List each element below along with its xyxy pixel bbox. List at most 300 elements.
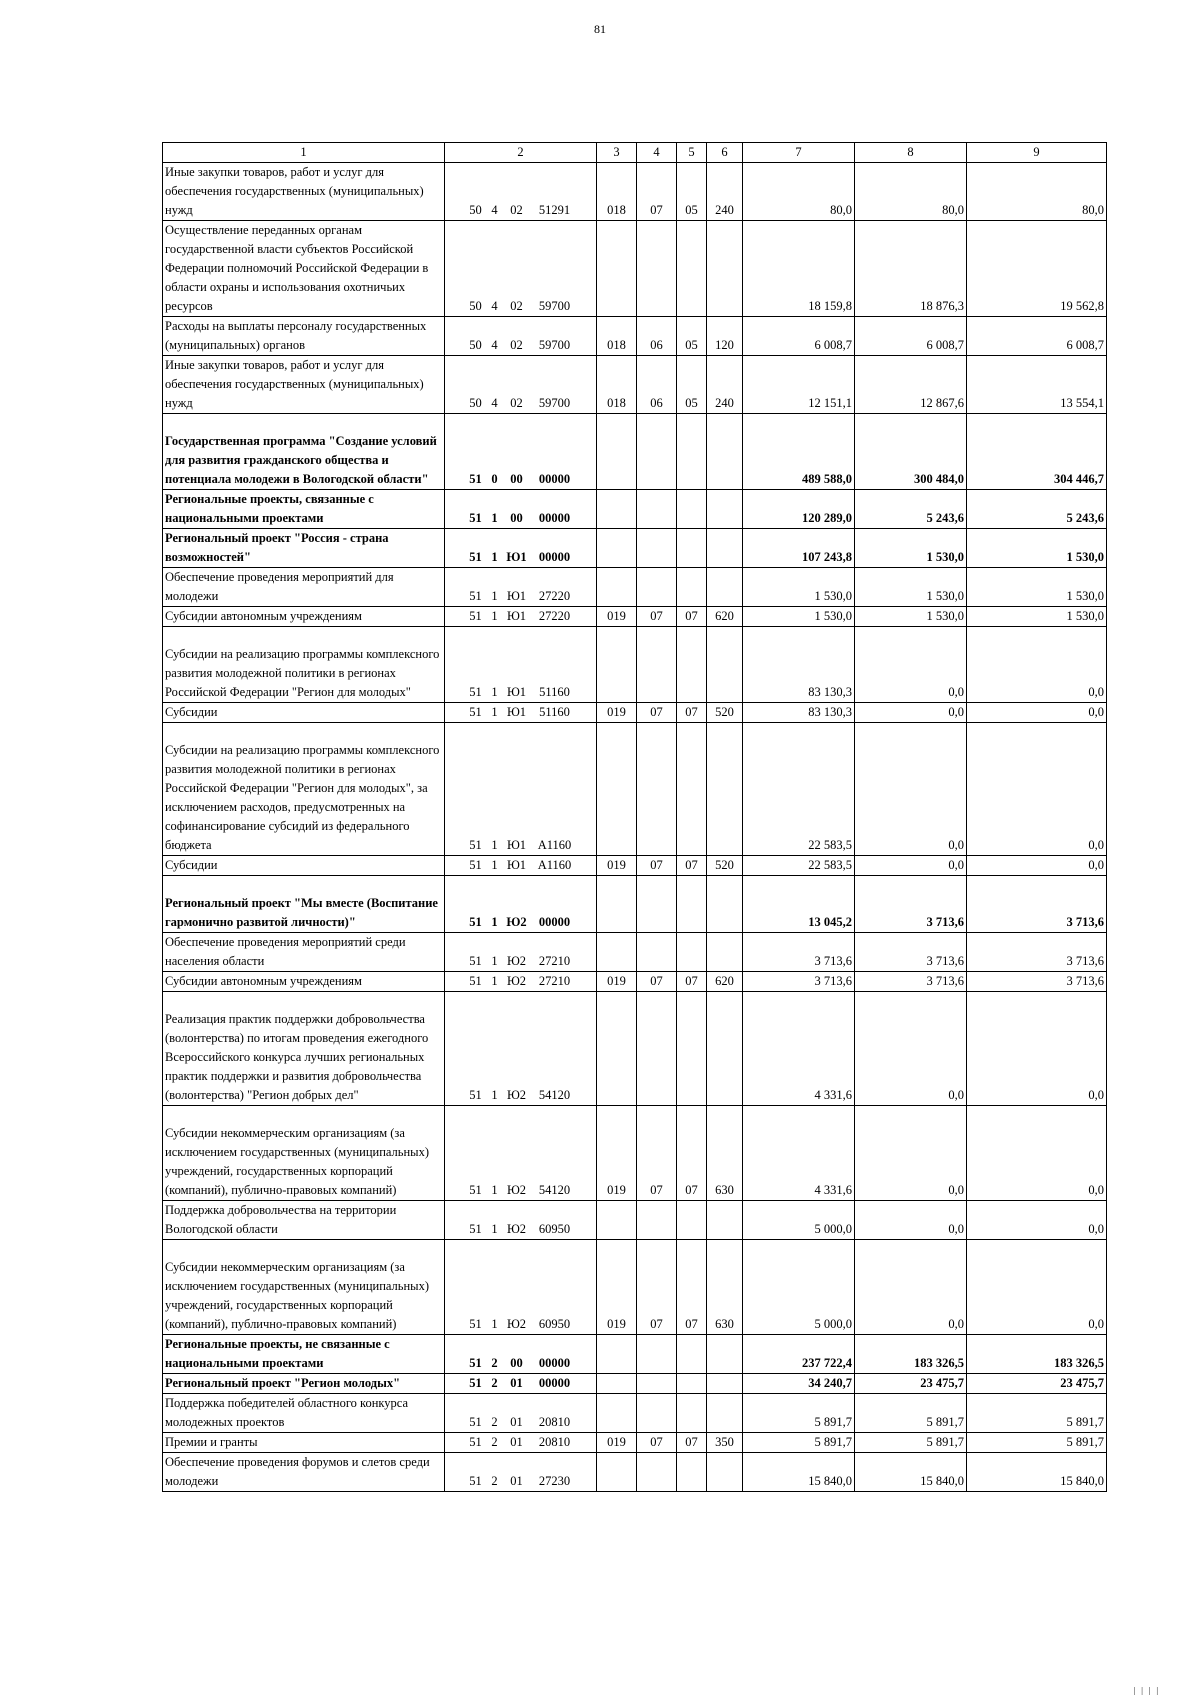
subprogram-code: 1 [491,1317,498,1331]
subsection-code [677,1453,707,1492]
subsection-code [677,1394,707,1433]
section-code [637,992,677,1106]
gr-code [597,1394,637,1433]
amount-col-9: 0,0 [967,1201,1107,1240]
project-code: Ю2 [506,1088,527,1102]
table-body [163,163,1107,1492]
subprogram-code: 2 [491,1356,498,1370]
table-row [163,627,1107,703]
subsection-code [677,1374,707,1394]
target-article-code [445,568,597,607]
subprogram-code: 1 [491,609,498,623]
amount-col-7: 22 583,5 [743,723,855,856]
program-code: 51 [469,1376,482,1390]
gr-code: 019 [597,607,637,627]
amount-col-7: 4 331,6 [743,992,855,1106]
row-name: Субсидии на реализацию программы комплексного развития молодежной политики в регионах Российской Федерации "Регион для молодых", за исключением расходов, предусмотренных на софинансирование субсидий из федерального бюджета [163,723,445,856]
amount-col-8: 0,0 [855,703,967,723]
section-code: 06 [637,317,677,356]
subsection-code [677,876,707,933]
subsection-code [677,723,707,856]
expense-type-code [707,529,743,568]
amount-col-8: 0,0 [855,856,967,876]
subsection-code: 05 [677,356,707,414]
program-code: 51 [469,858,482,872]
gr-code [597,992,637,1106]
subprogram-code: 0 [491,472,498,486]
subsection-code: 07 [677,1240,707,1335]
program-code: 51 [469,550,482,564]
row-name: Реализация практик поддержки добровольчества (волонтерства) по итогам проведения ежегодного Всероссийского конкурса лучших региональных практик поддержки и развития добровольчества (волонтерства) "Регион добрых дел" [163,992,445,1106]
amount-col-9: 0,0 [967,1240,1107,1335]
gr-code: 018 [597,163,637,221]
amount-col-9: 1 530,0 [967,568,1107,607]
expense-type-code [707,221,743,317]
amount-col-7: 18 159,8 [743,221,855,317]
row-name: Иные закупки товаров, работ и услуг для обеспечения государственных (муниципальных) нужд [163,356,445,414]
subprogram-code: 2 [491,1435,498,1449]
row-name: Премии и гранты [163,1433,445,1453]
table-header-row [163,143,1107,163]
section-code: 07 [637,856,677,876]
expense-type-code: 120 [707,317,743,356]
table-row [163,723,1107,856]
gr-code [597,1335,637,1374]
amount-col-7: 107 243,8 [743,529,855,568]
amount-col-7: 120 289,0 [743,490,855,529]
amount-col-9: 0,0 [967,723,1107,856]
direction-code: 60950 [538,1317,571,1331]
section-code: 07 [637,1433,677,1453]
subsection-code: 05 [677,317,707,356]
amount-col-8: 300 484,0 [855,414,967,490]
expense-type-code [707,723,743,856]
target-article-code [445,356,597,414]
row-name: Поддержка победителей областного конкурса молодежных проектов [163,1394,445,1433]
table-row [163,856,1107,876]
program-code: 51 [469,1317,482,1331]
direction-code: 27230 [538,1474,571,1488]
direction-code: 27210 [538,954,571,968]
direction-code: 59700 [538,396,571,410]
subsection-code [677,529,707,568]
table-row [163,876,1107,933]
direction-code: 00000 [538,550,571,564]
table-row [163,1201,1107,1240]
gr-code: 019 [597,1240,637,1335]
program-code: 50 [469,338,482,352]
amount-col-8: 18 876,3 [855,221,967,317]
gr-code: 018 [597,356,637,414]
program-code: 51 [469,472,482,486]
section-code [637,414,677,490]
amount-col-8: 1 530,0 [855,607,967,627]
amount-col-7: 22 583,5 [743,856,855,876]
amount-col-8: 0,0 [855,1201,967,1240]
expense-type-code: 350 [707,1433,743,1453]
subprogram-code: 1 [491,1222,498,1236]
amount-col-9: 13 554,1 [967,356,1107,414]
project-code: 02 [510,338,523,352]
project-code: Ю2 [506,1222,527,1236]
budget-table [162,142,1107,1492]
program-code: 51 [469,1474,482,1488]
table-row [163,1453,1107,1492]
gr-code [597,414,637,490]
program-code: 51 [469,1356,482,1370]
amount-col-9: 3 713,6 [967,876,1107,933]
project-code: Ю1 [506,858,527,872]
row-name: Поддержка добровольчества на территории Вологодской области [163,1201,445,1240]
section-code: 07 [637,607,677,627]
program-code: 51 [469,609,482,623]
subprogram-code: 1 [491,915,498,929]
amount-col-9: 5 243,6 [967,490,1107,529]
target-article-code [445,856,597,876]
row-name: Субсидии автономным учреждениям [163,972,445,992]
header-cell: 9 [967,143,1107,163]
subprogram-code: 1 [491,705,498,719]
program-code: 51 [469,1183,482,1197]
header-cell: 2 [445,143,597,163]
expense-type-code [707,1201,743,1240]
gr-code [597,723,637,856]
amount-col-8: 5 891,7 [855,1394,967,1433]
target-article-code [445,529,597,568]
expense-type-code [707,627,743,703]
subsection-code [677,1335,707,1374]
project-code: 01 [510,1474,523,1488]
amount-col-7: 489 588,0 [743,414,855,490]
amount-col-8: 80,0 [855,163,967,221]
amount-col-9: 183 326,5 [967,1335,1107,1374]
project-code: Ю1 [506,705,527,719]
direction-code: 20810 [538,1415,571,1429]
subsection-code: 07 [677,1106,707,1201]
direction-code: 00000 [538,511,571,525]
expense-type-code: 520 [707,703,743,723]
table-row [163,356,1107,414]
amount-col-9: 0,0 [967,627,1107,703]
project-code: 01 [510,1435,523,1449]
subprogram-code: 4 [491,203,498,217]
program-code: 51 [469,838,482,852]
row-name: Региональный проект "Мы вместе (Воспитание гармонично развитой личности)" [163,876,445,933]
row-name: Субсидии [163,703,445,723]
section-code [637,568,677,607]
amount-col-7: 83 130,3 [743,703,855,723]
target-article-code [445,163,597,221]
gr-code [597,876,637,933]
row-name: Обеспечение проведения мероприятий для молодежи [163,568,445,607]
subsection-code [677,568,707,607]
amount-col-7: 34 240,7 [743,1374,855,1394]
section-code: 07 [637,1106,677,1201]
amount-col-7: 80,0 [743,163,855,221]
target-article-code [445,1106,597,1201]
gr-code [597,933,637,972]
header-cell: 3 [597,143,637,163]
direction-code: 54120 [538,1183,571,1197]
program-code: 51 [469,1435,482,1449]
row-name: Субсидии на реализацию программы комплексного развития молодежной политики в регионах Российской Федерации "Регион для молодых" [163,627,445,703]
row-name: Государственная программа "Создание условий для развития гражданского общества и потенциала молодежи в Вологодской области" [163,414,445,490]
amount-col-7: 12 151,1 [743,356,855,414]
direction-code: 00000 [538,1376,571,1390]
project-code: 02 [510,203,523,217]
amount-col-8: 3 713,6 [855,933,967,972]
table-row [163,972,1107,992]
expense-type-code [707,1453,743,1492]
gr-code [597,627,637,703]
project-code: 01 [510,1376,523,1390]
subprogram-code: 4 [491,396,498,410]
subprogram-code: 2 [491,1376,498,1390]
amount-col-7: 4 331,6 [743,1106,855,1201]
table-row [163,607,1107,627]
table-row [163,490,1107,529]
subsection-code: 05 [677,163,707,221]
amount-col-9: 19 562,8 [967,221,1107,317]
direction-code: 51160 [539,685,570,699]
section-code [637,1453,677,1492]
table-row [163,1374,1107,1394]
amount-col-8: 0,0 [855,1106,967,1201]
amount-col-8: 6 008,7 [855,317,967,356]
direction-code: 51160 [539,705,570,719]
program-code: 51 [469,954,482,968]
amount-col-8: 3 713,6 [855,876,967,933]
expense-type-code [707,1335,743,1374]
table-row [163,1433,1107,1453]
subprogram-code: 4 [491,338,498,352]
target-article-code [445,317,597,356]
table-row [163,933,1107,972]
target-article-code [445,490,597,529]
subprogram-code: 1 [491,550,498,564]
program-code: 51 [469,915,482,929]
amount-col-9: 0,0 [967,856,1107,876]
row-name: Региональный проект "Регион молодых" [163,1374,445,1394]
subsection-code [677,627,707,703]
row-name: Региональные проекты, связанные с национальными проектами [163,490,445,529]
gr-code [597,1201,637,1240]
direction-code: А1160 [537,838,572,852]
row-name: Региональные проекты, не связанные с национальными проектами [163,1335,445,1374]
target-article-code [445,1374,597,1394]
expense-type-code [707,876,743,933]
amount-col-9: 15 840,0 [967,1453,1107,1492]
gr-code: 018 [597,317,637,356]
expense-type-code: 520 [707,856,743,876]
subprogram-code: 1 [491,1088,498,1102]
section-code [637,1394,677,1433]
page-number: 81 [594,22,606,36]
section-code: 07 [637,972,677,992]
amount-col-7: 237 722,4 [743,1335,855,1374]
project-code: 00 [510,472,523,486]
amount-col-9: 0,0 [967,1106,1107,1201]
section-code [637,490,677,529]
direction-code: 00000 [538,1356,571,1370]
target-article-code [445,607,597,627]
program-code: 50 [469,396,482,410]
amount-col-9: 0,0 [967,992,1107,1106]
expense-type-code: 630 [707,1106,743,1201]
expense-type-code [707,933,743,972]
subsection-code: 07 [677,607,707,627]
target-article-code [445,1394,597,1433]
table-row [163,529,1107,568]
amount-col-8: 12 867,6 [855,356,967,414]
amount-col-9: 0,0 [967,703,1107,723]
amount-col-9: 3 713,6 [967,933,1107,972]
row-name: Иные закупки товаров, работ и услуг для обеспечения государственных (муниципальных) нужд [163,163,445,221]
header-cell: 5 [677,143,707,163]
amount-col-9: 5 891,7 [967,1394,1107,1433]
subsection-code [677,992,707,1106]
target-article-code [445,221,597,317]
row-name: Субсидии автономным учреждениям [163,607,445,627]
amount-col-7: 13 045,2 [743,876,855,933]
amount-col-9: 1 530,0 [967,529,1107,568]
program-code: 51 [469,685,482,699]
subsection-code [677,490,707,529]
row-name: Осуществление переданных органам государственной власти субъектов Российской Федерации полномочий Российской Федерации в области охраны и использования охотничьих ресурсов [163,221,445,317]
amount-col-7: 15 840,0 [743,1453,855,1492]
target-article-code [445,1453,597,1492]
target-article-code [445,1335,597,1374]
subprogram-code: 1 [491,858,498,872]
subprogram-code: 1 [491,511,498,525]
gr-code [597,221,637,317]
target-article-code [445,933,597,972]
header-cell: 4 [637,143,677,163]
expense-type-code [707,992,743,1106]
table-row [163,1106,1107,1201]
program-code: 51 [469,511,482,525]
program-code: 51 [469,1415,482,1429]
project-code: 00 [510,511,523,525]
program-code: 51 [469,1088,482,1102]
table-row [163,1394,1107,1433]
section-code [637,1374,677,1394]
amount-col-8: 0,0 [855,627,967,703]
subsection-code [677,414,707,490]
direction-code: 51291 [538,203,571,217]
amount-col-7: 5 891,7 [743,1433,855,1453]
gr-code [597,568,637,607]
amount-col-9: 23 475,7 [967,1374,1107,1394]
amount-col-8: 183 326,5 [855,1335,967,1374]
direction-code: 54120 [538,1088,571,1102]
subprogram-code: 1 [491,838,498,852]
project-code: Ю2 [506,1183,527,1197]
gr-code: 019 [597,856,637,876]
table-row [163,414,1107,490]
amount-col-8: 0,0 [855,723,967,856]
amount-col-9: 3 713,6 [967,972,1107,992]
row-name: Обеспечение проведения мероприятий среди населения области [163,933,445,972]
direction-code: 60950 [538,1222,571,1236]
project-code: Ю1 [506,838,527,852]
section-code: 07 [637,1240,677,1335]
target-article-code [445,1201,597,1240]
expense-type-code: 620 [707,607,743,627]
direction-code: 27210 [538,974,571,988]
section-code [637,723,677,856]
header-cell: 1 [163,143,445,163]
project-code: 00 [510,1356,523,1370]
amount-col-9: 6 008,7 [967,317,1107,356]
amount-col-7: 3 713,6 [743,972,855,992]
target-article-code [445,1240,597,1335]
amount-col-8: 0,0 [855,992,967,1106]
subprogram-code: 1 [491,685,498,699]
gr-code: 019 [597,1433,637,1453]
scan-edge-marks: | | | | [1133,1686,1160,1695]
amount-col-8: 5 243,6 [855,490,967,529]
project-code: Ю2 [506,974,527,988]
section-code [637,876,677,933]
project-code: Ю1 [506,550,527,564]
target-article-code [445,876,597,933]
header-cell: 7 [743,143,855,163]
table-row [163,992,1107,1106]
section-code [637,1335,677,1374]
subsection-code [677,1201,707,1240]
subsection-code [677,221,707,317]
gr-code [597,490,637,529]
expense-type-code [707,1394,743,1433]
subprogram-code: 2 [491,1474,498,1488]
target-article-code [445,627,597,703]
amount-col-7: 5 000,0 [743,1201,855,1240]
target-article-code [445,723,597,856]
amount-col-7: 5 891,7 [743,1394,855,1433]
direction-code: 20810 [538,1435,571,1449]
row-name: Субсидии некоммерческим организациям (за исключением государственных (муниципальных) учреждений, государственных корпораций (компаний), публично-правовых компаний) [163,1240,445,1335]
amount-col-9: 80,0 [967,163,1107,221]
expense-type-code: 630 [707,1240,743,1335]
expense-type-code: 620 [707,972,743,992]
amount-col-8: 23 475,7 [855,1374,967,1394]
table-row [163,163,1107,221]
target-article-code [445,992,597,1106]
section-code [637,1201,677,1240]
direction-code: 59700 [538,299,571,313]
amount-col-8: 0,0 [855,1240,967,1335]
target-article-code [445,1433,597,1453]
amount-col-7: 83 130,3 [743,627,855,703]
amount-col-7: 1 530,0 [743,568,855,607]
amount-col-8: 3 713,6 [855,972,967,992]
project-code: Ю1 [506,685,527,699]
project-code: 02 [510,396,523,410]
amount-col-7: 3 713,6 [743,933,855,972]
expense-type-code: 240 [707,356,743,414]
amount-col-9: 5 891,7 [967,1433,1107,1453]
subprogram-code: 1 [491,974,498,988]
amount-col-8: 1 530,0 [855,529,967,568]
direction-code: 27220 [538,589,571,603]
section-code [637,221,677,317]
gr-code [597,529,637,568]
table-row [163,221,1107,317]
expense-type-code [707,414,743,490]
program-code: 50 [469,203,482,217]
project-code: 02 [510,299,523,313]
